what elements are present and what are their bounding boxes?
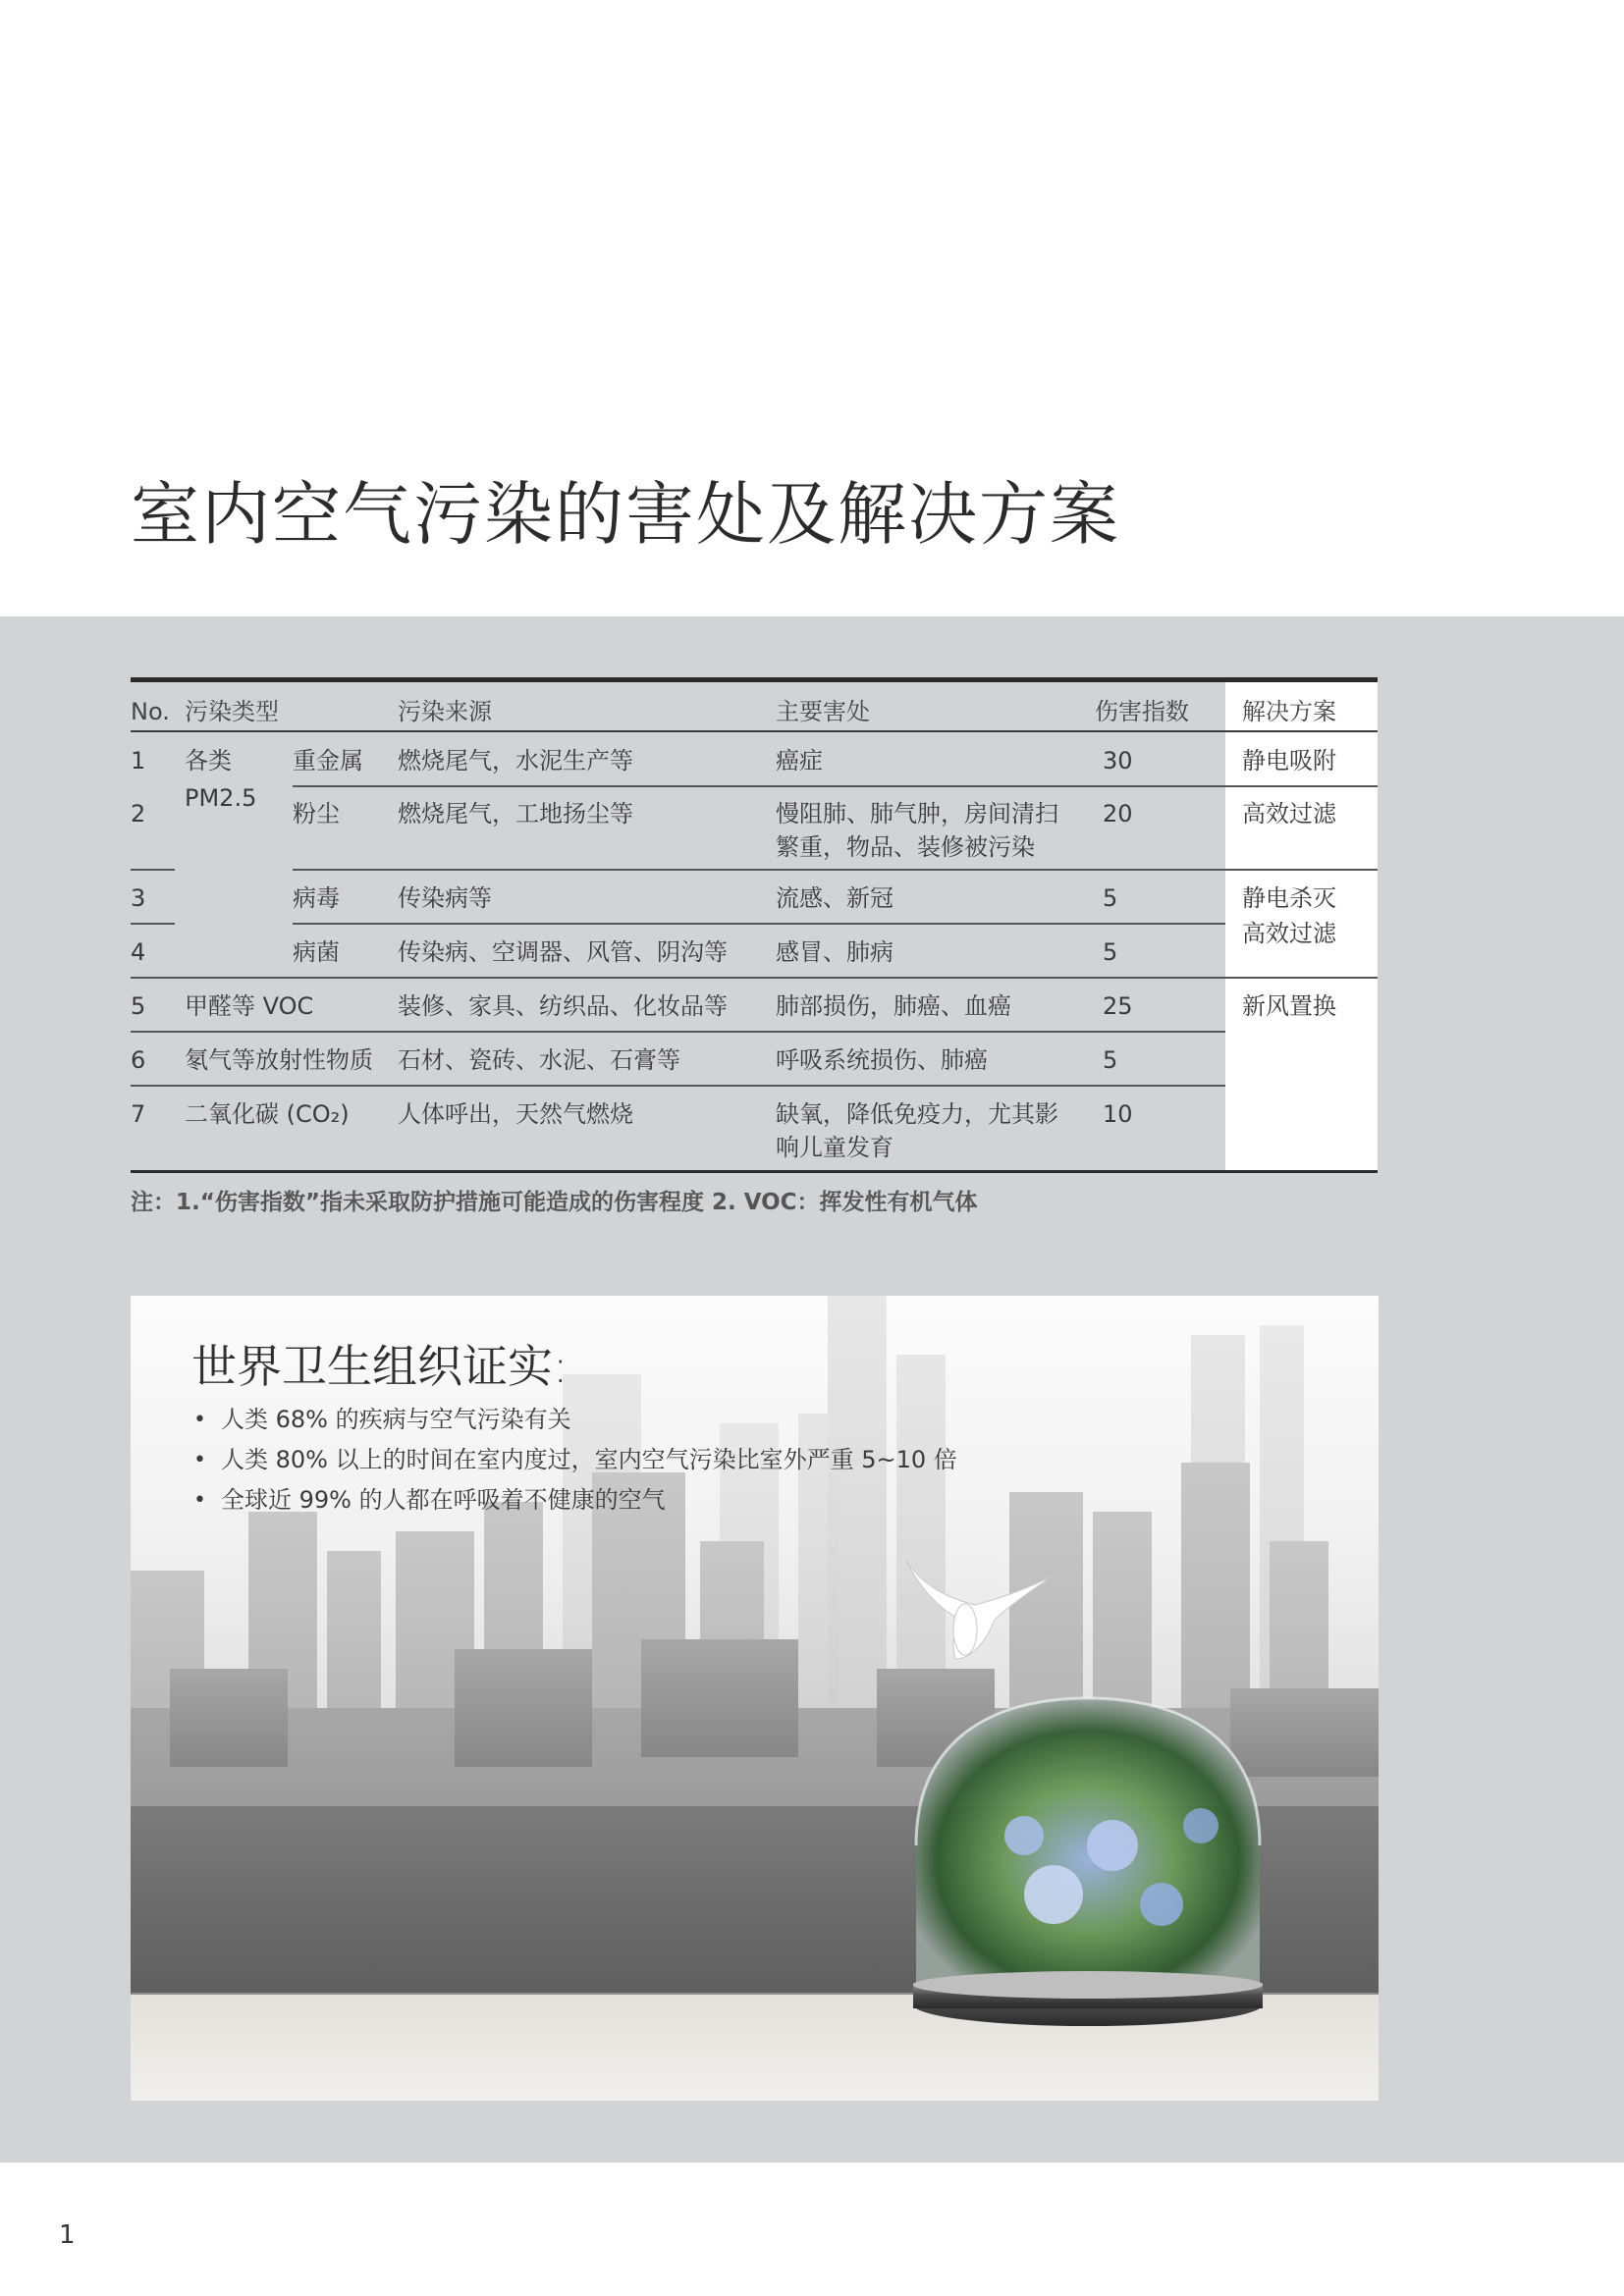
row2-no: 2 <box>131 800 146 828</box>
header-solution: 解决方案 <box>1242 698 1336 725</box>
row4-subtype: 病菌 <box>293 938 340 966</box>
row7-source: 人体呼出，天然气燃烧 <box>398 1100 633 1128</box>
row6-divider <box>131 1085 1225 1087</box>
table-top-rule <box>131 677 1378 682</box>
row7-no: 7 <box>131 1100 146 1128</box>
who-bullet-list <box>191 1400 957 1521</box>
row3-subtype: 病毒 <box>293 884 340 912</box>
solution-4: 高效过滤 <box>1242 920 1336 947</box>
row2-divider <box>293 869 1378 871</box>
row1-index: 30 <box>1103 747 1133 774</box>
header-type: 污染类型 <box>185 698 279 725</box>
row4-source: 传染病、空调器、风管、阴沟等 <box>398 938 728 966</box>
row6-harm: 呼吸系统损伤、肺癌 <box>776 1046 988 1074</box>
row2-type: PM2.5 <box>185 784 257 812</box>
row5-divider <box>131 1031 1225 1033</box>
row2-no-divider <box>131 869 175 871</box>
who-bullet <box>191 1480 957 1521</box>
row5-type: 甲醛等 VOC <box>185 992 314 1020</box>
row7-harm: 缺氧，降低免疫力，尤其影响儿童发育 <box>776 1100 1058 1161</box>
who-facts-panel <box>131 1296 1379 2101</box>
row2-index: 20 <box>1103 800 1133 828</box>
who-bullet-text: 人类 80% 以上的时间在室内度过，室内空气污染比室外严重 5~10 倍 <box>221 1446 957 1473</box>
row6-no: 6 <box>131 1046 146 1074</box>
row7-type: 二氧化碳 (CO₂) <box>185 1100 350 1128</box>
row4-index: 5 <box>1103 938 1118 966</box>
who-bullet <box>191 1440 957 1480</box>
row1-divider <box>293 785 1378 787</box>
row4-harm: 感冒、肺病 <box>776 938 893 966</box>
row3-no-divider <box>131 923 175 925</box>
row2-source: 燃烧尾气，工地扬尘等 <box>398 800 633 828</box>
row5-index: 25 <box>1103 992 1133 1020</box>
solution-2: 高效过滤 <box>1242 800 1336 828</box>
row4-divider <box>131 977 1378 979</box>
row1-harm: 癌症 <box>776 747 823 774</box>
row3-harm: 流感、新冠 <box>776 884 893 912</box>
table-bottom-rule <box>131 1170 1378 1173</box>
row4-no: 4 <box>131 938 146 966</box>
row3-no: 3 <box>131 884 146 912</box>
header-harm: 主要害处 <box>776 698 870 725</box>
row1-no: 1 <box>131 747 146 774</box>
page-title: 室内空气污染的害处及解决方案 <box>131 474 1120 555</box>
table-footnote: 注：1.“伤害指数”指未采取防护措施可能造成的伤害程度 2. VOC：挥发性有机气体 <box>131 1190 978 1215</box>
row1-type: 各类 <box>185 747 232 774</box>
solution-3: 静电杀灭 <box>1242 884 1336 912</box>
who-title: 世界卫生组织证实: <box>191 1340 568 1393</box>
who-bullet <box>191 1400 957 1440</box>
solution-1: 静电吸附 <box>1242 747 1336 774</box>
solution-5: 新风置换 <box>1242 992 1336 1020</box>
header-source: 污染来源 <box>398 698 492 725</box>
row3-divider <box>293 923 1225 925</box>
bullet-dot-icon: • <box>193 1488 206 1513</box>
page-number: 1 <box>59 2220 76 2250</box>
header-index: 伤害指数 <box>1095 698 1189 725</box>
who-bullet-text: 全球近 99% 的人都在呼吸着不健康的空气 <box>221 1486 666 1514</box>
row5-harm: 肺部损伤，肺癌、血癌 <box>776 992 1011 1020</box>
row7-index: 10 <box>1103 1100 1133 1128</box>
row2-subtype: 粉尘 <box>293 800 340 828</box>
row3-index: 5 <box>1103 884 1118 912</box>
row2-harm: 慢阻肺、肺气肿，房间清扫繁重，物品、装修被污染 <box>776 800 1058 861</box>
row3-source: 传染病等 <box>398 884 492 912</box>
row5-source: 装修、家具、纺织品、化妆品等 <box>398 992 728 1020</box>
header-divider <box>131 730 1378 732</box>
header-no: No. <box>131 698 170 725</box>
row1-subtype: 重金属 <box>293 747 363 774</box>
who-bullet-text: 人类 68% 的疾病与空气污染有关 <box>221 1406 571 1433</box>
pollution-table <box>131 677 1378 1172</box>
row6-index: 5 <box>1103 1046 1118 1074</box>
row6-source: 石材、瓷砖、水泥、石膏等 <box>398 1046 680 1074</box>
bullet-dot-icon: • <box>193 1408 206 1432</box>
bullet-dot-icon: • <box>193 1448 206 1472</box>
row5-no: 5 <box>131 992 146 1020</box>
row6-type: 氡气等放射性物质 <box>185 1046 373 1074</box>
row1-source: 燃烧尾气，水泥生产等 <box>398 747 633 774</box>
